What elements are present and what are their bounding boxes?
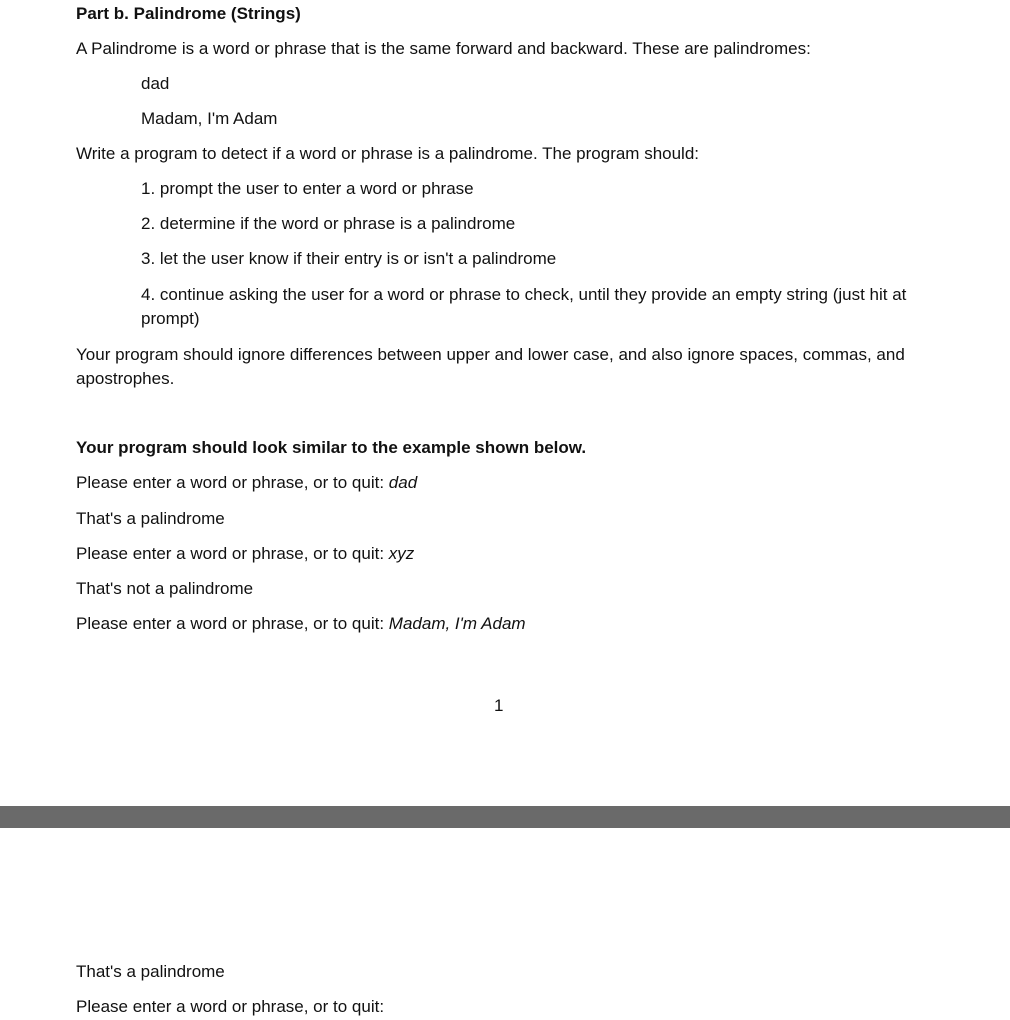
sample-prompt-line [76,543,414,565]
sample-prompt-line: Please enter a word or phrase, or to quit: [76,997,385,1016]
task-paragraph: Write a program to detect if a word or phrase is a palindrome. The program should: [76,144,700,163]
sample-user-input: dad [388,473,418,492]
example-palindrome-2: Madam, I'm Adam [141,109,278,128]
sample-output-line: That's a palindrome [76,509,225,528]
step-3: 3. let the user know if their entry is or isn't a palindrome [141,249,557,268]
example-palindrome-1: dad [141,74,170,93]
sample-user-input: Madam, I'm Adam [388,614,526,633]
step-1: 1. prompt the user to enter a word or phrase [141,179,474,198]
sample-prompt-text: Please enter a word or phrase, or to quit: [76,614,389,633]
sample-prompt-text: Please enter a word or phrase, or to quit: [76,544,389,563]
page-separator [0,806,1010,828]
page-number: 1 [494,696,504,715]
note-paragraph: Your program should ignore differences between upper and lower case, and also ignore spaces, commas, and apostrophes. [76,345,905,388]
sample-prompt-line [76,472,417,494]
sample-prompt-line [76,613,526,635]
section-heading: Part b. Palindrome (Strings) [76,4,301,23]
sample-heading: Your program should look similar to the example shown below. [76,438,587,457]
step-2: 2. determine if the word or phrase is a palindrome [141,214,516,233]
sample-user-input: xyz [388,544,415,563]
document-page-2 [0,828,1010,1020]
sample-output-line: That's a palindrome [76,962,225,981]
sample-prompt-text: Please enter a word or phrase, or to quit: [76,473,389,492]
step-4: 4. continue asking the user for a word or phrase to check, until they provide an empty string (just hit at prompt) [141,285,907,328]
sample-output-line: That's not a palindrome [76,579,254,598]
intro-paragraph: A Palindrome is a word or phrase that is the same forward and backward. These are palindromes: [76,39,811,58]
